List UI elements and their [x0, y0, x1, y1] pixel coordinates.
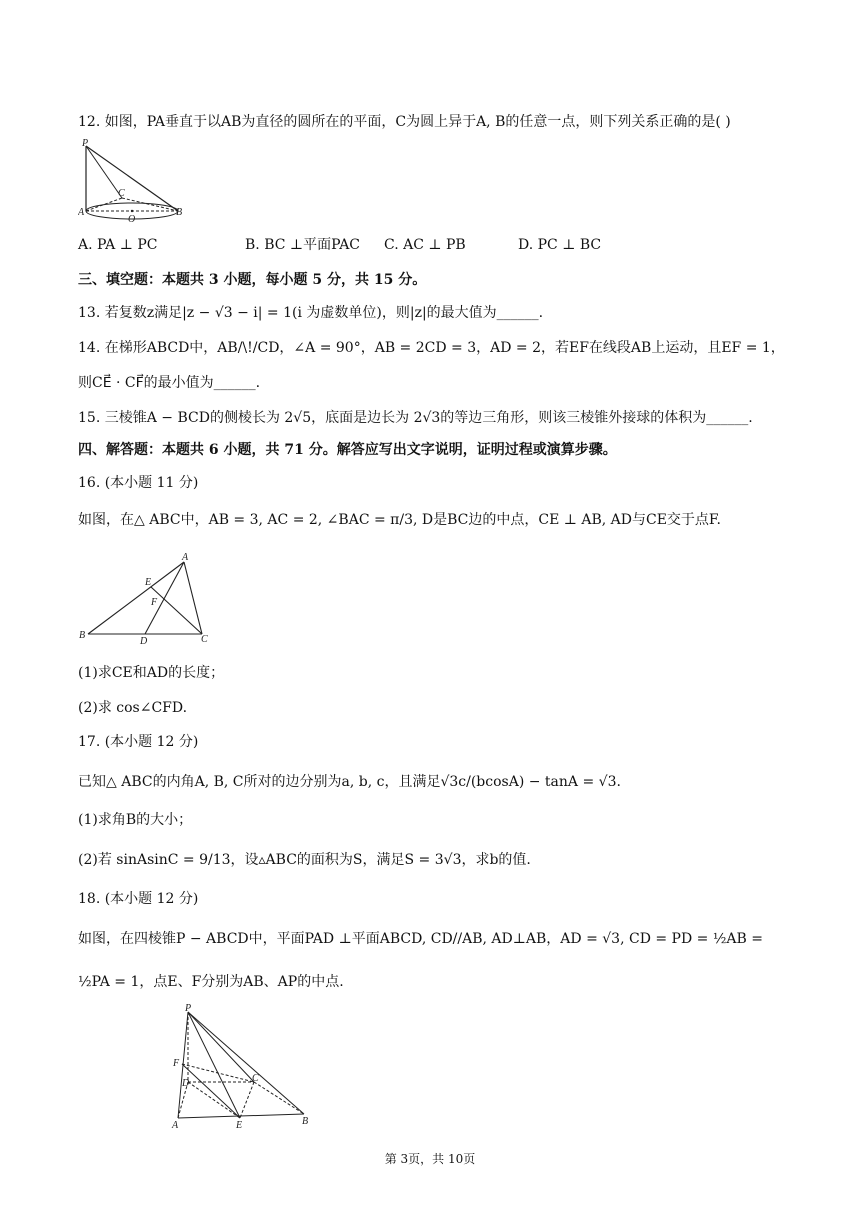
- q16-label-f: F: [151, 597, 158, 608]
- q16-label-a: A: [182, 552, 189, 563]
- q12-figure: [78, 138, 188, 224]
- q16-part2: (2)求 cos∠CFD.: [78, 700, 188, 716]
- q16-stem: 如图，在△ ABC中，AB = 3, AC = 2, ∠BAC = π/3, D是BC边的中点，CE ⊥ AB, AD与CE交于点F.: [78, 512, 721, 528]
- section4-heading: 四、解答题：本题共 6 小题，共 71 分。解答应写出文字说明，证明过程或演算步骤。: [78, 442, 617, 458]
- q16-label-e: E: [145, 577, 152, 588]
- q18-label-a: A: [172, 1120, 179, 1131]
- q12-label-a: A: [78, 207, 85, 218]
- q18-label-d: D: [182, 1078, 190, 1089]
- q16-label-c: C: [201, 634, 208, 645]
- q18-label-b: B: [302, 1116, 309, 1127]
- q18-line1: 如图，在四棱锥P − ABCD中，平面PAD ⊥平面ABCD, CD//AB, AD⊥AB，AD = √3, CD = PD = ½AB =: [78, 931, 763, 947]
- q16-part1: (1)求CE和AD的长度；: [78, 665, 225, 681]
- q15-text: 15. 三棱锥A − BCD的侧棱长为 2√5，底面是边长为 2√3的等边三角形，则该三棱锥外接球的体积为______.: [78, 410, 753, 426]
- q18-header: 18. (本小题 12 分): [78, 891, 199, 907]
- q18-line2: ½PA = 1，点E、F分别为AB、AP的中点.: [78, 974, 344, 990]
- q12-label-p: P: [82, 138, 89, 149]
- q18-label-e: E: [236, 1120, 243, 1131]
- q12-option-a: A. PA ⊥ PC: [78, 237, 158, 253]
- q16-figure: [78, 550, 218, 646]
- q17-part2: (2)若 sinAsinC = 9/13，设▵ABC的面积为S，满足S = 3√3，求b的值.: [78, 852, 531, 868]
- q12-stem: 12. 如图，PA垂直于以AB为直径的圆所在的平面，C为圆上异于A, B的任意一点，则下列关系正确的是( ): [78, 114, 731, 130]
- q12-label-c: C: [118, 188, 125, 199]
- q18-label-c: C: [252, 1073, 259, 1084]
- page-footer: 第 3页，共 10页: [384, 1152, 476, 1166]
- q18-label-f: F: [173, 1058, 180, 1069]
- q17-stem: 已知△ ABC的内角A, B, C所对的边分别为a, b, c，且满足√3c/(bcosA) − tanA = √3.: [78, 774, 621, 790]
- q12-label-b: B: [176, 207, 183, 218]
- q14-line2: 则CE⃗ · CF⃗的最小值为______.: [78, 375, 261, 391]
- q12-option-c: C. AC ⊥ PB: [384, 237, 466, 253]
- q12-label-o: O: [128, 214, 136, 224]
- section3-heading: 三、填空题：本题共 3 小题，每小题 5 分，共 15 分。: [78, 272, 427, 288]
- q18-label-p: P: [185, 1004, 192, 1014]
- q17-part1: (1)求角B的大小；: [78, 812, 193, 828]
- q16-label-d: D: [140, 636, 148, 646]
- q13-text: 13. 若复数z满足|z − √3 − i| = 1(i 为虚数单位)，则|z|的最大值为______.: [78, 305, 544, 321]
- q16-header: 16. (本小题 11 分): [78, 475, 199, 491]
- q18-figure: [168, 1004, 318, 1132]
- q12-option-d: D. PC ⊥ BC: [518, 237, 602, 253]
- q12-option-b: B. BC ⊥平面PAC: [245, 237, 361, 253]
- q14-line1: 14. 在梯形ABCD中，AB/\!/CD，∠A = 90°，AB = 2CD = 3，AD = 2，若EF在线段AB上运动，且EF = 1，: [78, 340, 785, 356]
- q17-header: 17. (本小题 12 分): [78, 734, 199, 750]
- q16-label-b: B: [79, 630, 86, 641]
